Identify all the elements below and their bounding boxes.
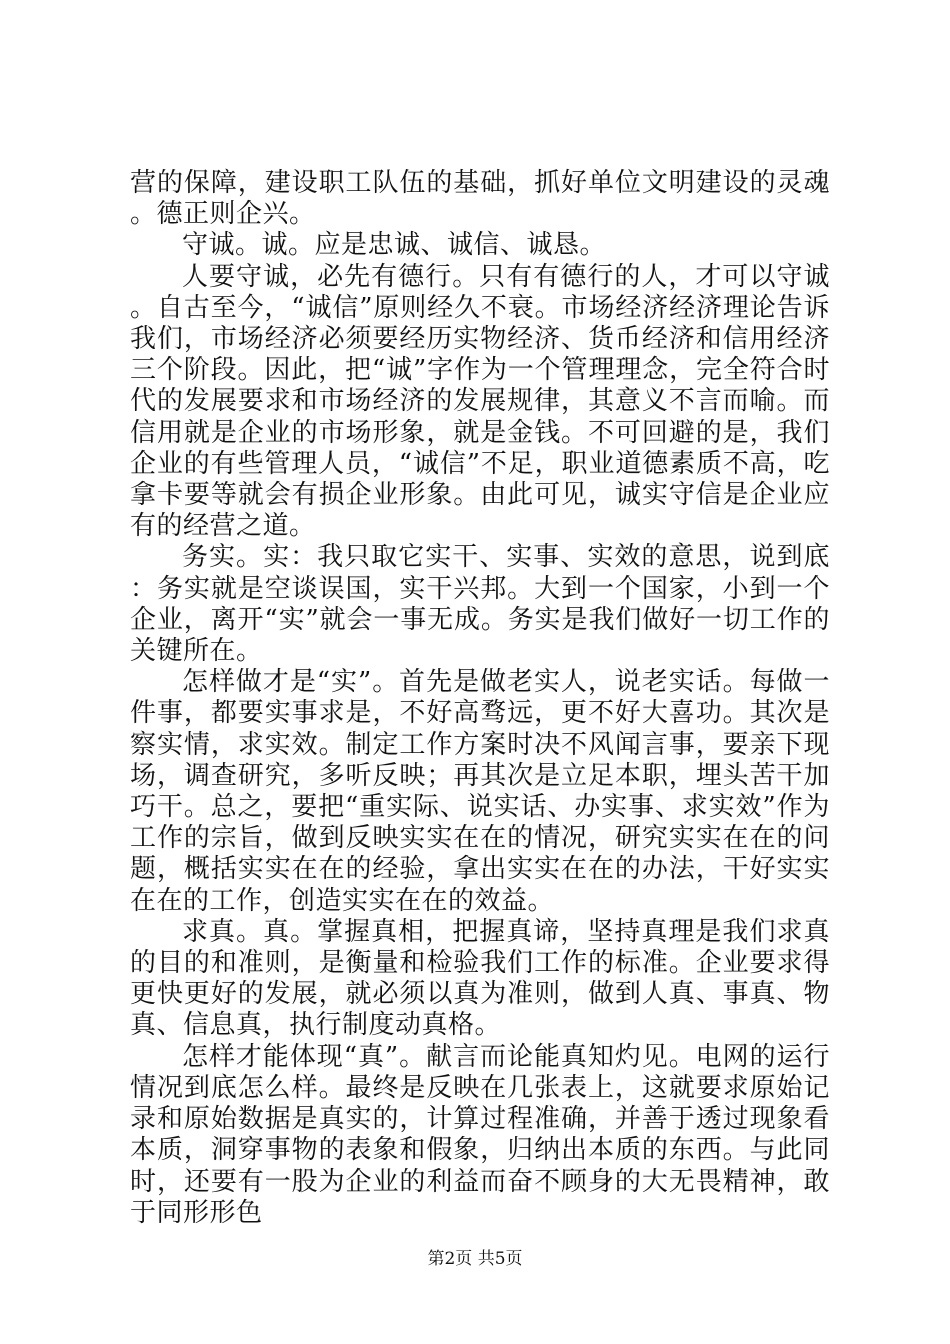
paragraph-7: 怎样才能体现“真”。献言而论能真知灼见。电网的运行情况到底怎么样。最终是反映在几张表上，这就要求原始记录和原始数据是真实的，计算过程准确，并善于透过现象看本质，洞穿事物的表象和假象，归纳出本质的东西。与此同时，还要有一股为企业的利益而奋不顾身的大无畏精神，敢于同形形色 bbox=[130, 1041, 830, 1228]
paragraph-6: 求真。真。掌握真相，把握真谛，坚持真理是我们求真的目的和准则，是衡量和检验我们工作的标准。企业要求得更快更好的发展，就必须以真为准则，做到人真、事真、物真、信息真，执行制度动真格。 bbox=[130, 916, 830, 1041]
paragraph-5: 怎样做才是“实”。首先是做老实人，说老实话。每做一件事，都要实事求是，不好高骛远，更不好大喜功。其次是察实情，求实效。制定工作方案时决不风闻言事，要亲下现场，调查研究，多听反映；再其次是立足本职，埋头苦干加巧干。总之，要把“重实际、说实话、办实事、求实效”作为工作的宗旨，做到反映实实在在的情况，研究实实在在的问题，概括实实在在的经验，拿出实实在在的办法，干好实实在在的工作，创造实实在在的效益。 bbox=[130, 667, 830, 916]
paragraph-4: 务实。实：我只取它实干、实事、实效的意思，说到底：务实就是空谈误国，实干兴邦。大到一个国家，小到一个企业，离开“实”就会一事无成。务实是我们做好一切工作的关键所在。 bbox=[130, 542, 830, 667]
document-body bbox=[130, 168, 830, 1229]
paragraph-2: 守诚。诚。应是忠诚、诚信、诚恳。 bbox=[182, 230, 607, 261]
paragraph-1: 营的保障，建设职工队伍的基础，抓好单位文明建设的灵魂。德正则企兴。 bbox=[130, 168, 830, 230]
paragraph-3: 人要守诚，必先有德行。只有有德行的人，才可以守诚。自古至今，“诚信”原则经久不衰。市场经济经济理论告诉我们，市场经济必须要经历实物经济、货币经济和信用经济三个阶段。因此，把“诚”字作为一个管理理念，完全符合时代的发展要求和市场经济的发展规律，其意义不言而喻。而信用就是企业的市场形象，就是金钱。不可回避的是，我们企业的有些管理人员，“诚信”不足，职业道德素质不高，吃拿卡要等就会有损企业形象。由此可见，诚实守信是企业应有的经营之道。 bbox=[130, 261, 830, 542]
page-number-footer: 第2页 共5页 bbox=[427, 1249, 523, 1269]
